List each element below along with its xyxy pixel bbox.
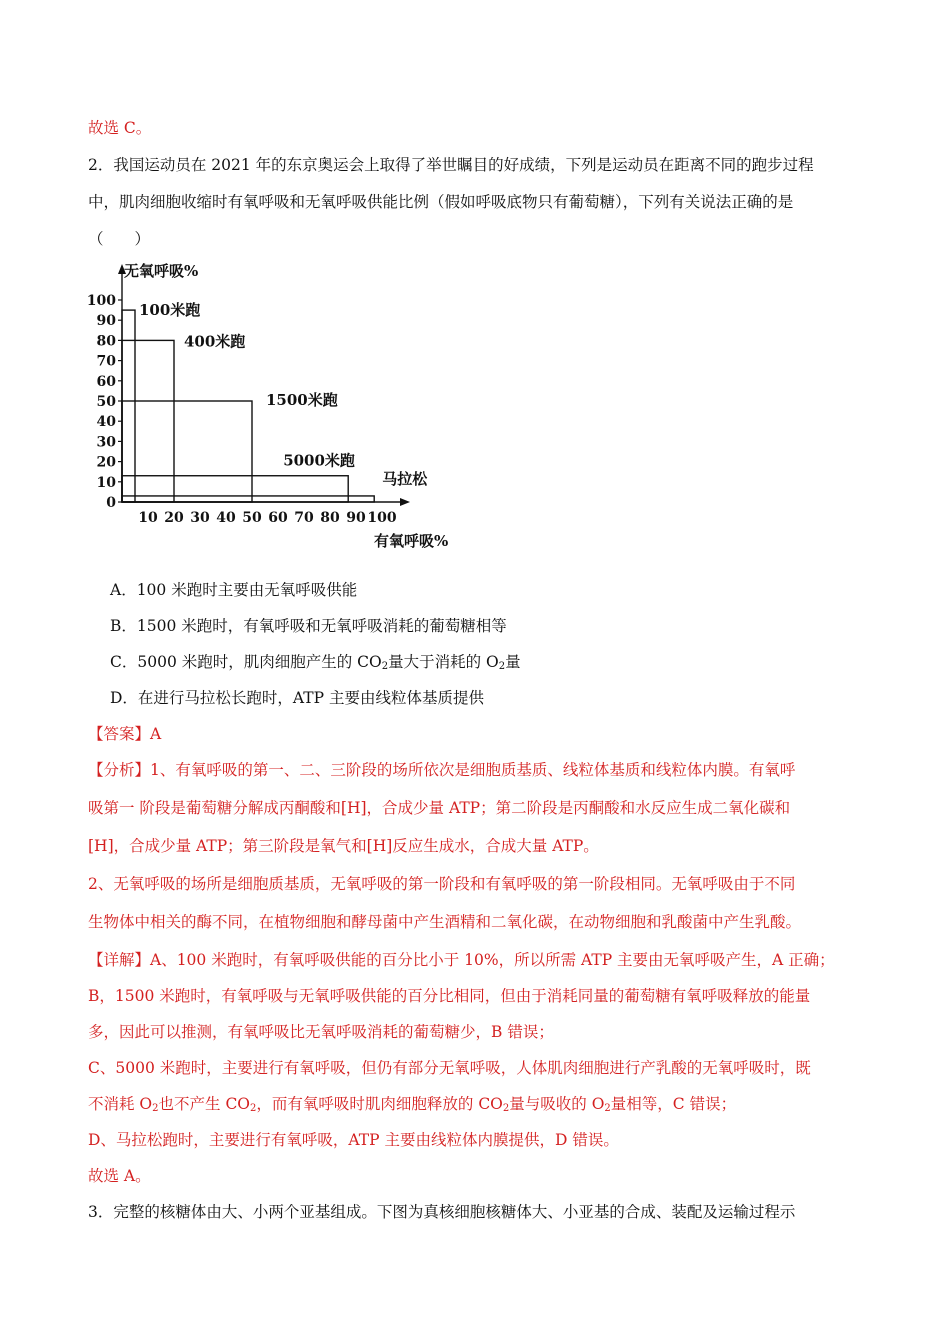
detail-5-text-b: 也不产生 CO [158, 1095, 251, 1113]
detail-line-3: 多，因此可以推测，有氧呼吸比无氧呼吸消耗的葡萄糖少，B 错误； [88, 1023, 554, 1041]
analysis-line-3: [H]，合成少量 ATP；第三阶段是氧气和[H]反应生成水，合成大量 ATP。 [88, 837, 599, 855]
analysis-line-5: 生物体中相关的酶不同，在植物细胞和酵母菌中产生酒精和二氧化碳，在动物细胞和乳酸菌中产生乳酸。 [88, 913, 802, 931]
bar-马拉松 [122, 496, 374, 502]
question-2-line-1: 2．我国运动员在 2021 年的东京奥运会上取得了举世瞩目的好成绩，下列是运动员在距离不同的跑步过程 [88, 156, 814, 174]
respiration-chart [82, 258, 482, 558]
x-tick-label: 50 [242, 510, 262, 526]
option-d[interactable]: D．在进行马拉松长跑时，ATP 主要由线粒体基质提供 [110, 689, 484, 707]
series-label: 400米跑 [184, 332, 246, 351]
bar-100米跑 [122, 310, 135, 502]
y-tick-label: 100 [86, 293, 116, 309]
x-tick-label: 20 [164, 510, 184, 526]
series-label: 1500米跑 [266, 391, 338, 409]
y-tick-label: 0 [106, 495, 116, 511]
detail-line-1: 【详解】A、100 米跑时，有氧呼吸供能的百分比小于 10%，所以所需 ATP 主要由无氧呼吸产生，A 正确； [88, 951, 835, 969]
question-3-line-1: 3．完整的核糖体由大、小两个亚基组成。下图为真核细胞核糖体大、小亚基的合成、装配及运输过程示 [88, 1203, 796, 1221]
bar-1500米跑 [122, 401, 252, 502]
analysis-line-2: 吸第一 阶段是葡萄糖分解成丙酮酸和[H]，合成少量 ATP；第二阶段是丙酮酸和水反应生成二氧化碳和 [88, 799, 791, 817]
detail-line-5 [88, 1094, 736, 1114]
option-c-text-1: C．5000 米跑时，肌肉细胞产生的 CO [110, 653, 382, 671]
x-tick-label: 100 [367, 510, 397, 526]
x-tick-label: 70 [294, 510, 314, 526]
y-tick-label: 70 [96, 353, 116, 370]
x-axis-arrow [400, 498, 410, 506]
x-tick-label: 40 [216, 510, 236, 526]
question-2-line-2: 中，肌肉细胞收缩时有氧呼吸和无氧呼吸供能比例（假如呼吸底物只有葡萄糖），下列有关说法正确的是 [88, 193, 794, 211]
question-2-line-3: （ ） [88, 230, 151, 248]
y-axis-label: 无氧呼吸% [124, 262, 199, 280]
series-label: 5000米跑 [283, 451, 355, 470]
x-tick-label: 80 [320, 510, 340, 526]
y-tick-label: 10 [96, 474, 116, 491]
option-c-text-3: 量 [505, 653, 521, 671]
detail-line-4: C、5000 米跑时，主要进行有氧呼吸，但仍有部分无氧呼吸，人体肌肉细胞进行产乳酸的无氧呼吸时，既 [88, 1059, 811, 1077]
y-tick-label: 50 [96, 394, 116, 410]
option-b[interactable]: B．1500 米跑时，有氧呼吸和无氧呼吸消耗的葡萄糖相等 [110, 617, 507, 635]
option-c[interactable] [110, 652, 521, 672]
y-tick-label: 90 [96, 313, 116, 330]
series-label: 100米跑 [139, 301, 201, 320]
series-label: 马拉松 [382, 469, 428, 488]
prev-answer-conclusion: 故选 C。 [88, 119, 152, 137]
subscript-2: 2 [250, 1103, 257, 1114]
y-tick-label: 60 [96, 373, 116, 390]
bar-5000米跑 [122, 476, 348, 502]
y-tick-label: 40 [96, 414, 116, 431]
detail-5-text-d: 量与吸收的 O [509, 1095, 605, 1113]
analysis-line-4: 2、无氧呼吸的场所是细胞质基质，无氧呼吸的第一阶段和有氧呼吸的第一阶段相同。无氧呼吸由于不同 [88, 875, 796, 893]
analysis-line-1: 【分析】1、有氧呼吸的第一、二、三阶段的场所依次是细胞质基质、线粒体基质和线粒体内膜。有氧呼 [88, 761, 796, 779]
x-tick-label: 60 [268, 510, 288, 526]
detail-line-2: B，1500 米跑时，有氧呼吸与无氧呼吸供能的百分比相同，但由于消耗同量的葡萄糖有氧呼吸释放的能量 [88, 987, 811, 1005]
x-tick-label: 10 [138, 510, 158, 526]
y-tick-label: 30 [96, 434, 116, 451]
subscript-2: 2 [152, 1103, 159, 1114]
option-a[interactable]: A．100 米跑时主要由无氧呼吸供能 [110, 581, 358, 599]
x-tick-label: 30 [190, 510, 210, 526]
answer-line: 【答案】A [88, 725, 162, 743]
subscript-2: 2 [381, 661, 389, 672]
y-tick-label: 80 [96, 333, 116, 350]
x-tick-label: 90 [346, 510, 366, 526]
subscript-2: 2 [502, 1103, 510, 1114]
x-axis-label: 有氧呼吸% [374, 532, 449, 550]
subscript-2: 2 [498, 661, 506, 672]
subscript-2: 2 [604, 1103, 611, 1114]
detail-line-6: D、马拉松跑时，主要进行有氧呼吸，ATP 主要由线粒体内膜提供，D 错误。 [88, 1131, 619, 1149]
choose-line: 故选 A。 [88, 1167, 151, 1185]
detail-5-text-a: 不消耗 O [88, 1095, 153, 1113]
y-tick-label: 20 [96, 454, 116, 471]
detail-5-text-c: ，而有氧呼吸时肌肉细胞释放的 CO [256, 1095, 503, 1113]
detail-5-text-e: 量相等，C 错误； [610, 1095, 737, 1113]
option-c-text-2: 量大于消耗的 O [388, 653, 499, 671]
bar-400米跑 [122, 340, 174, 502]
